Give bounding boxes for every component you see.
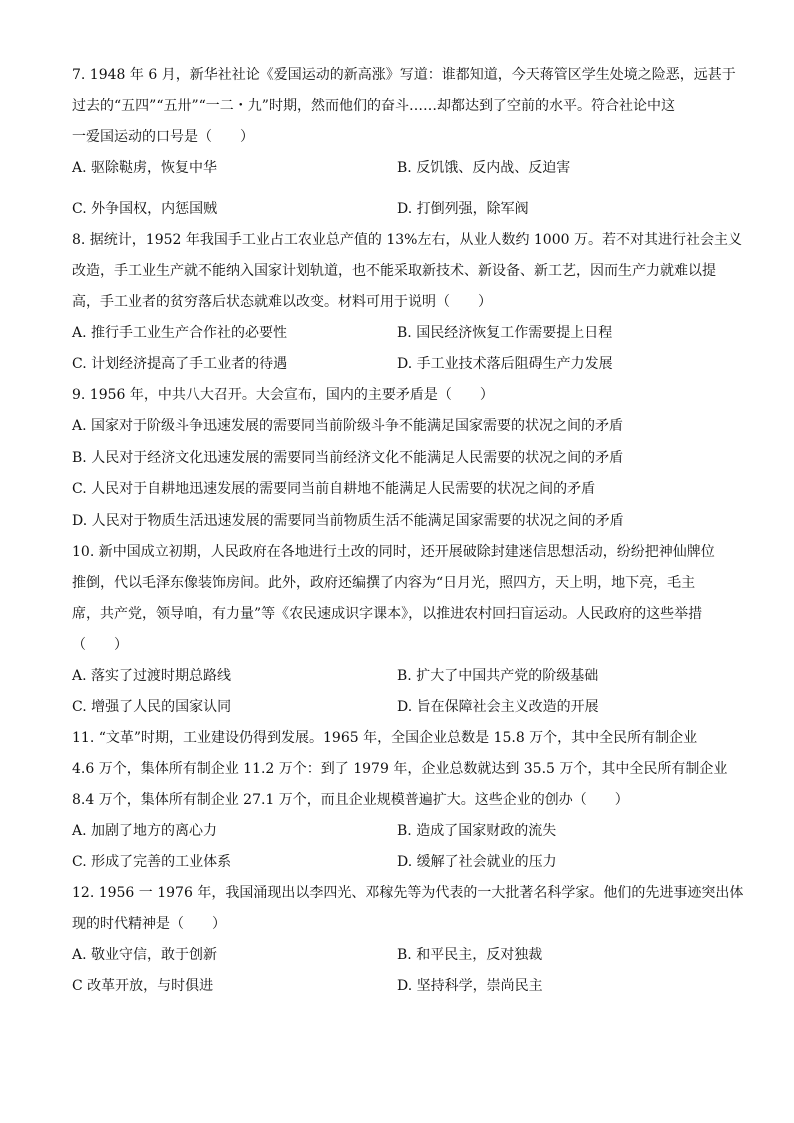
question-text: 11. “文革”时期，工业建设仍得到发展。1965 年，全国企业总数是 15.8 万个，其中全民所有制企业 [72,730,698,746]
question-11 [72,723,728,878]
options-row [72,847,722,878]
options-row [72,318,722,349]
question-text: 推倒，代以毛泽东像装饰房间。此外，政府还编撰了内容为“日月光，照四方，天上明，地下亮，毛主 [72,575,696,591]
options-row [72,940,722,971]
option-a[interactable]: A. 驱除鞑虏，恢复中华 [72,160,218,176]
question-text: 8. 据统计，1952 年我国手工业占工农业总产值的 13%左右，从业人数约 1000 万。若不对其进行社会主义 [72,232,742,248]
option-c[interactable]: C. 外争国权，内惩国贼 [72,201,218,217]
options-row [72,692,722,723]
option-d[interactable]: D. 打倒列强，除军阀 [397,201,529,217]
question-text: （ ） [72,637,128,653]
question-12 [72,878,744,1002]
question-text: 过去的“五四”“五卅”“一二・九”时期，然而他们的奋斗……却都达到了空前的水平。符合社论中这 [72,98,675,114]
question-9 [72,380,722,537]
question-text: 高，手工业者的贫穷落后状态就难以改变。材料可用于说明（ ） [72,294,492,310]
option-c[interactable]: C. 增强了人民的国家认同 [72,699,232,715]
option-d[interactable]: D. 手工业技术落后阻碍生产力发展 [397,356,613,372]
question-text: 9. 1956 年，中共八大召开。大会宣布，国内的主要矛盾是（ ） [72,387,494,403]
option-d[interactable]: D. 人民对于物质生活迅速发展的需要同当前物质生活不能满足国家需要的状况之间的矛盾 [72,512,624,529]
options-row [72,661,722,692]
option-b[interactable]: B. 反饥饿、反内战、反迫害 [397,160,571,176]
options-row [72,971,722,1002]
option-a[interactable]: A. 国家对于阶级斗争迅速发展的需要同当前阶级斗争不能满足国家需要的状况之间的矛盾 [72,418,624,434]
option-c[interactable]: C. 计划经济提高了手工业者的待遇 [72,356,288,372]
option-b[interactable]: B. 和平民主，反对独裁 [397,947,543,963]
options-row [72,153,722,184]
options-row [72,349,722,380]
option-b[interactable]: B. 国民经济恢复工作需要提上日程 [397,325,613,341]
option-a[interactable]: A. 落实了过渡时期总路线 [72,668,232,684]
option-d[interactable]: D. 缓解了社会就业的压力 [397,854,557,870]
option-d[interactable]: D. 坚持科学，崇尚民主 [397,978,543,994]
option-c[interactable]: C. 形成了完善的工业体系 [72,854,232,870]
options-row [72,194,722,225]
option-c[interactable]: C 改革开放，与时俱进 [72,978,214,994]
question-text: 改造，手工业生产就不能纳入国家计划轨道，也不能采取新技术、新设备、新工艺，因而生产力就难以提 [72,263,716,279]
question-text: 8.4 万个，集体所有制企业 27.1 万个，而且企业规模普遍扩大。这些企业的创办（ ） [72,792,629,808]
options-row [72,816,722,847]
option-d[interactable]: D. 旨在保障社会主义改造的开展 [397,699,599,715]
question-10 [72,537,722,723]
option-b[interactable]: B. 人民对于经济文化迅速发展的需要同当前经济文化不能满足人民需要的状况之间的矛盾 [72,449,624,466]
question-text: 席，共产党，领导咱，有力量”等《农民速成识字课本》，以推进农村回扫盲运动。人民政府的这些举措 [72,606,703,622]
option-b[interactable]: B. 造成了国家财政的流失 [397,823,557,839]
question-text: 一爱国运动的口号是（ ） [72,129,254,145]
question-7 [72,60,736,225]
question-8 [72,225,742,380]
question-text: 7. 1948 年 6 月，新华社社论《爱国运动的新高涨》写道：谁都知道，今天蒋管区学生处境之险恶，远甚于 [72,67,736,83]
option-b[interactable]: B. 扩大了中国共产党的阶级基础 [397,668,599,684]
option-c[interactable]: C. 人民对于自耕地迅速发展的需要同当前自耕地不能满足人民需要的状况之间的矛盾 [72,481,596,497]
option-a[interactable]: A. 推行手工业生产合作社的必要性 [72,325,288,341]
option-a[interactable]: A. 加剧了地方的离心力 [72,823,218,839]
question-text: 现的时代精神是（ ） [72,916,226,932]
question-text: 12. 1956 一 1976 年，我国涌现出以李四光、邓稼先等为代表的一大批著名科学家。他们的先进事迹突出体 [72,885,744,901]
option-a[interactable]: A. 敬业守信，敢于创新 [72,947,218,963]
question-text: 10. 新中国成立初期，人民政府在各地进行土改的同时，还开展破除封建迷信思想活动，纷纷把神仙牌位 [72,544,715,560]
exam-page [72,60,744,1002]
question-text: 4.6 万个，集体所有制企业 11.2 万个：到了 1979 年，企业总数就达到 35.5 万个，其中全民所有制企业 [72,761,728,777]
